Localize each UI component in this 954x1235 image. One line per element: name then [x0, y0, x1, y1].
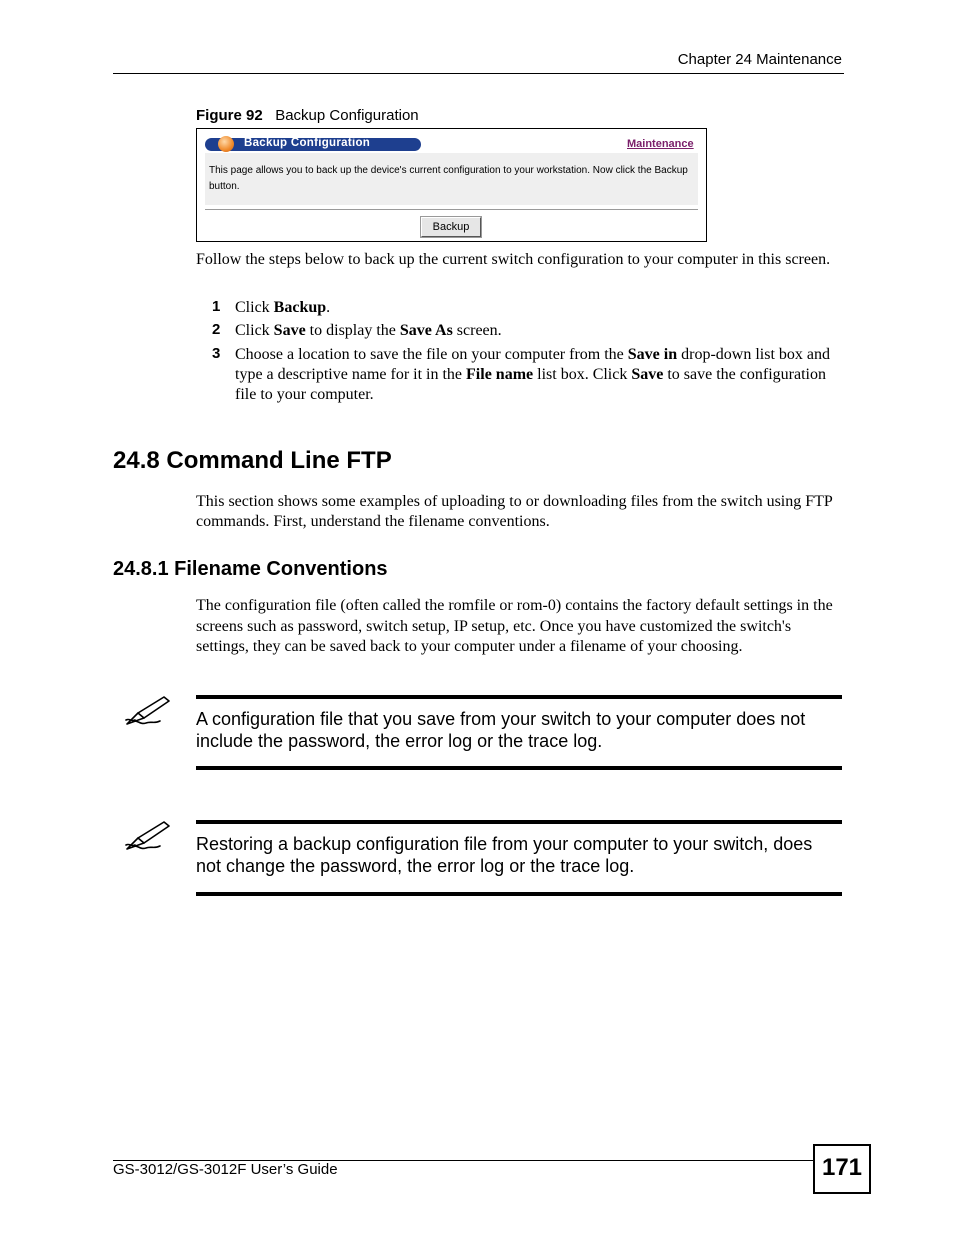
guide-title: GS-3012/GS-3012F User’s Guide	[113, 1161, 338, 1178]
note-text: Restoring a backup configuration file from your computer to your switch, does not change the password, the error log or the trace log.	[196, 834, 813, 876]
running-head: Chapter 24 Maintenance	[677, 51, 842, 68]
backup-button[interactable]: Backup	[421, 217, 481, 237]
figure-label: Figure 92	[196, 107, 263, 124]
bulb-icon	[218, 136, 234, 152]
note-pen-icon	[124, 694, 174, 728]
note-bottom-rule	[196, 892, 842, 896]
subsection-heading: 24.8.1 Filename Conventions	[113, 558, 388, 580]
screen-title: Backup Configuration	[244, 137, 371, 149]
step-number: 1	[212, 298, 221, 315]
screen-divider	[205, 209, 698, 210]
section-heading: 24.8 Command Line FTP	[113, 447, 392, 474]
subsection-paragraph: The configuration file (often called the romfile or rom-0) contains the factory default settings in the screens such as password, switch setup, IP setup, etc. Once you have customized the switch's settings, they can be saved back to your computer under a filename of your choosing.	[196, 597, 833, 655]
section-paragraph: This section shows some examples of uploading to or downloading files from the switch using FTP commands. First, understand the filename conventions.	[196, 493, 833, 530]
page-number: 171	[813, 1144, 871, 1194]
step-text: Choose a location to save the file on your computer from the Save in drop-down list box and type a descriptive name for it in the File name list box. Click Save to save the configuration file to your computer.	[235, 346, 830, 403]
figure-caption	[196, 107, 419, 124]
note-top-rule	[196, 695, 842, 699]
screen-description: This page allows you to back up the device's current configuration to your workstation. Now click the Backup button.	[209, 165, 688, 192]
step-number: 2	[212, 321, 221, 338]
note-text: A configuration file that you save from your switch to your computer does not include the password, the error log or the trace log.	[196, 709, 806, 751]
step-text: Click Backup.	[235, 299, 331, 316]
figure-title: Backup Configuration	[275, 107, 419, 124]
note-bottom-rule	[196, 766, 842, 770]
maintenance-link[interactable]: Maintenance	[627, 138, 694, 150]
header-rule	[113, 73, 844, 74]
note-pen-icon	[124, 819, 174, 853]
intro-paragraph: Follow the steps below to back up the current switch configuration to your computer in this screen.	[196, 251, 831, 268]
note-top-rule	[196, 820, 842, 824]
step-number: 3	[212, 345, 221, 362]
step-text: Click Save to display the Save As screen.	[235, 322, 502, 339]
